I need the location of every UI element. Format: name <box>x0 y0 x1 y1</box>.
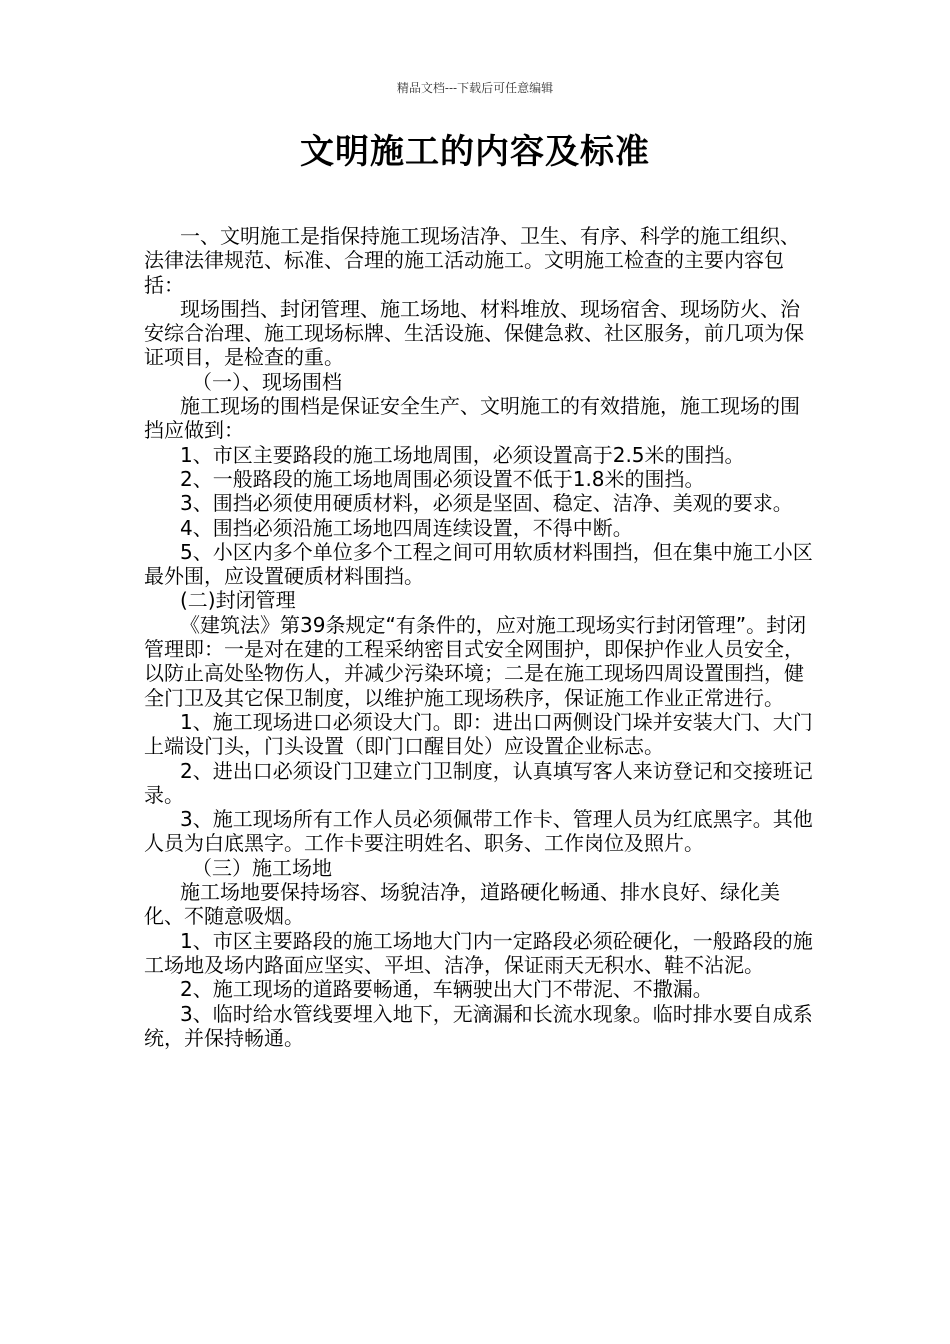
list-item: 5、小区内多个单位多个工程之间可用软质材料围挡，但在集中施工小区最外围，应设置硬质材料围挡。 <box>144 539 813 589</box>
list-item: 2、一般路段的施工场地周围必须设置不低于1.8米的围挡。 <box>180 466 705 491</box>
page-header: 精品文档---下载后可任意编辑 <box>396 81 554 95</box>
list-item: 1、施工现场进口必须设大门。即：进出口两侧设门垛并安装大门、大门上端设门头，门头设置（即门口醒目处）应设置企业标志。 <box>144 709 813 759</box>
list-item: 1、市区主要路段的施工场地大门内一定路段必须砼硬化，一般路段的施工场地及场内路面应坚实、平坦、洁净，保证雨天无积水、鞋不沾泥。 <box>144 928 813 977</box>
list-item: 1、市区主要路段的施工场地周围，必须设置高于2.5米的围挡。 <box>180 442 745 467</box>
paragraph: 《建筑法》第39条规定“有条件的，应对施工现场实行封闭管理”。封闭管理即：一是对在建的工程采纳密目式安全网围护，即保护作业人员安全，以防止高处坠物伤人，并减少污染环境；二是在施工现场四周设置围挡，健全门卫及其它保卫制度，以维护施工现场秩序，保证施工作业正常进行。 <box>144 612 807 710</box>
list-item: 3、施工现场所有工作人员必须佩带工作卡、管理人员为红底黑字。其他人员为白底黑字。工作卡要注明姓名、职务、工作岗位及照片。 <box>144 807 813 856</box>
list-item: 3、围挡必须使用硬质材料，必须是坚固、稳定、洁净、美观的要求。 <box>180 491 793 516</box>
paragraph: 施工现场的围档是保证安全生产、文明施工的有效措施，施工现场的围挡应做到： <box>144 394 800 443</box>
list-item: 4、围挡必须沿施工场地四周连续设置，不得中断。 <box>180 515 633 540</box>
section-heading: （三）施工场地 <box>192 855 332 880</box>
list-item: 2、施工现场的道路要畅通，车辆驶出大门不带泥、不撒漏。 <box>180 977 713 1002</box>
paragraph: 一、文明施工是指保持施工现场洁净、卫生、有序、科学的施工组织、法律法律规范、标准、合理的施工活动施工。文明施工检查的主要内容包括： <box>144 224 800 297</box>
document-body <box>144 224 814 1050</box>
list-item: 3、临时给水管线要埋入地下，无滴漏和长流水现象。临时排水要自成系统，并保持畅通。 <box>144 1001 813 1050</box>
section-heading: （一）、现场围档 <box>192 369 342 394</box>
section-heading: (二)封闭管理 <box>180 588 296 613</box>
document-title: 文明施工的内容及标准 <box>300 132 650 172</box>
paragraph: 现场围挡、封闭管理、施工场地、材料堆放、现场宿舍、现场防火、治安综合治理、施工现场标牌、生活设施、保健急救、社区服务，前几项为保证项目，是检查的重。 <box>144 296 804 370</box>
list-item: 2、进出口必须设门卫建立门卫制度，认真填写客人来访登记和交接班记录。 <box>144 758 813 807</box>
paragraph: 施工场地要保持场容、场貌洁净，道路硬化畅通、排水良好、绿化美化、不随意吸烟。 <box>144 880 780 929</box>
